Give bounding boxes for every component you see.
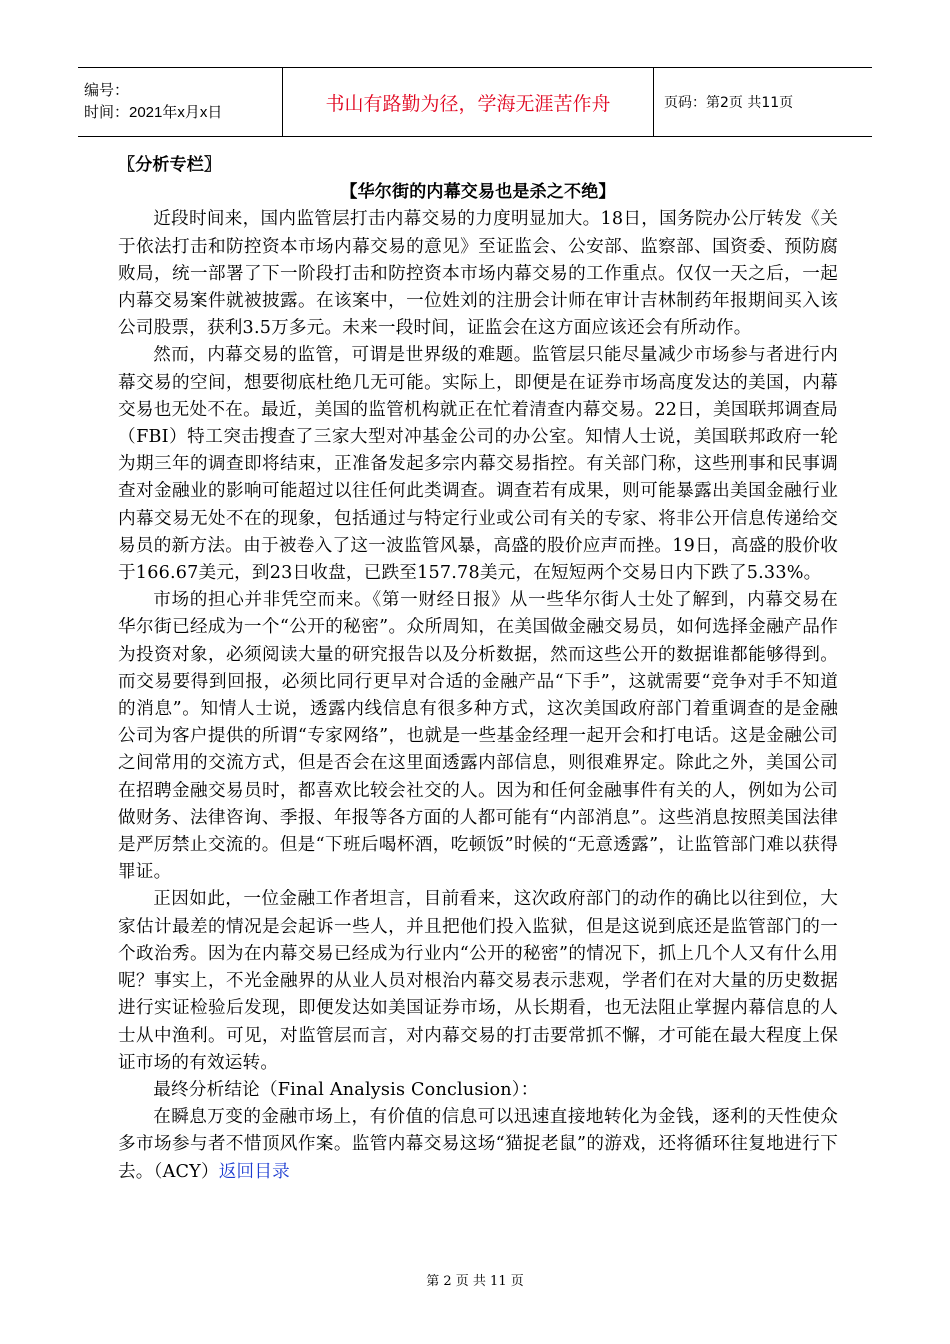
header-motto-cell — [283, 68, 654, 136]
number-label: 编号： — [84, 82, 130, 99]
paragraph-1: 近段时间来，国内监管层打击内幕交易的力度明显加大。18日，国务院办公厅转发《关于依法打击和防控资本市场内幕交易的意见》至证监会、公安部、监察部、国资委、预防腐败局，统一部署了下一阶段打击和防控资本市场内幕交易的工作重点。仅仅一天之后，一起内幕交易案件就被披露。在该案中，一位姓刘的注册会计师在审计吉林制药年报期间买入该公司股票，获利3.5万多元。未来一段时间，证监会在这方面应该还会有所动作。 — [118, 209, 838, 339]
page-info: 页码：第2页 共11页 — [664, 95, 794, 111]
return-to-toc-link[interactable]: 返回目录 — [218, 1161, 290, 1182]
final-paragraph — [118, 1104, 838, 1186]
header-page-cell — [654, 68, 872, 136]
time-label: 时间：2021年x月x日 — [84, 104, 223, 121]
paragraph-4: 正因如此，一位金融工作者坦言，目前看来，这次政府部门的动作的确比以往到位，大家估计最差的情况是会起诉一些人，并且把他们投入监狱，但是这说到底还是监管部门的一个政治秀。因为在内幕交易已经成为行业内“公开的秘密”的情况下，抓上几个人又有什么用呢？事实上，不光金融界的从业人员对根治内幕交易表示悲观，学者们在对大量的历史数据进行实证检验后发现，即便发达如美国证券市场，从长期看，也无法阻止掌握内幕信息的人士从中渔利。可见，对监管层而言，对内幕交易的打击要常抓不懈，才可能在最大程度上保证市场的有效运转。 — [118, 889, 838, 1073]
paragraph-3: 市场的担心并非凭空而来。《第一财经日报》从一些华尔街人士处了解到，内幕交易在华尔街已经成为一个“公开的秘密”。众所周知，在美国做金融交易员，如何选择金融产品作为投资对象，必须阅读大量的研究报告以及分析数据，然而这些公开的数据谁都能够得到。而交易要得到回报，必须比同行更早对合适的金融产品“下手”，这就需要“竞争对手不知道的消息”。知情人士说，透露内线信息有很多种方式，这次美国政府部门着重调查的是金融公司为客户提供的所谓“专家网络”，也就是一些基金经理一起开会和打电话。这是金融公司之间常用的交流方式，但是否会在这里面透露内部信息，则很难界定。除此之外，美国公司在招聘金融交易员时，都喜欢比较会社交的人。因为和任何金融事件有关的人，例如为公司做财务、法律咨询、季报、年报等各方面的人都可能有“内部消息”。这些消息按照美国法律是严厉禁止交流的。但是“下班后喝杯酒，吃顿饭”时候的“无意透露”，让监管部门难以获得罪证。 — [118, 590, 838, 883]
document-body — [118, 152, 838, 1186]
page-footer: 第 2 页 共 11 页 — [426, 1274, 524, 1289]
header-left-cell — [78, 68, 283, 136]
motto: 书山有路勤为径，学海无涯苦作舟 — [325, 92, 611, 115]
article-title: 【华尔街的内幕交易也是杀之不绝】 — [340, 182, 616, 203]
column-title: 〖分析专栏〗 — [118, 155, 222, 175]
conclusion-heading: 最终分析结论（Final Analysis Conclusion）： — [153, 1079, 539, 1100]
final-paragraph-text: 在瞬息万变的金融市场上，有价值的信息可以迅速直接地转化为金钱，逐利的天性使众多市场参与者不惜顶风作案。监管内幕交易这场“猫捉老鼠”的游戏，还将循环往复地进行下去。（ACY） — [118, 1107, 838, 1182]
page-header — [78, 67, 872, 137]
paragraph-2: 然而，内幕交易的监管，可谓是世界级的难题。监管层只能尽量减少市场参与者进行内幕交易的空间，想要彻底杜绝几无可能。实际上，即便是在证券市场高度发达的美国，内幕交易也无处不在。最近，美国的监管机构就正在忙着清查内幕交易。22日，美国联邦调查局（FBI）特工突击搜查了三家大型对冲基金公司的办公室。知情人士说，美国联邦政府一轮为期三年的调查即将结束，正准备发起多宗内幕交易指控。有关部门称，这些刑事和民事调查对金融业的影响可能超过以往任何此类调查。调查若有成果，则可能暴露出美国金融行业内幕交易无处不在的现象，包括通过与特定行业或公司有关的专家、将非公开信息传递给交易员的新方法。由于被卷入了这一波监管风暴，高盛的股价应声而挫。19日，高盛的股价收于166.67美元，到23日收盘，已跌至157.78美元，在短短两个交易日内下跌了5.33%。 — [118, 345, 838, 584]
